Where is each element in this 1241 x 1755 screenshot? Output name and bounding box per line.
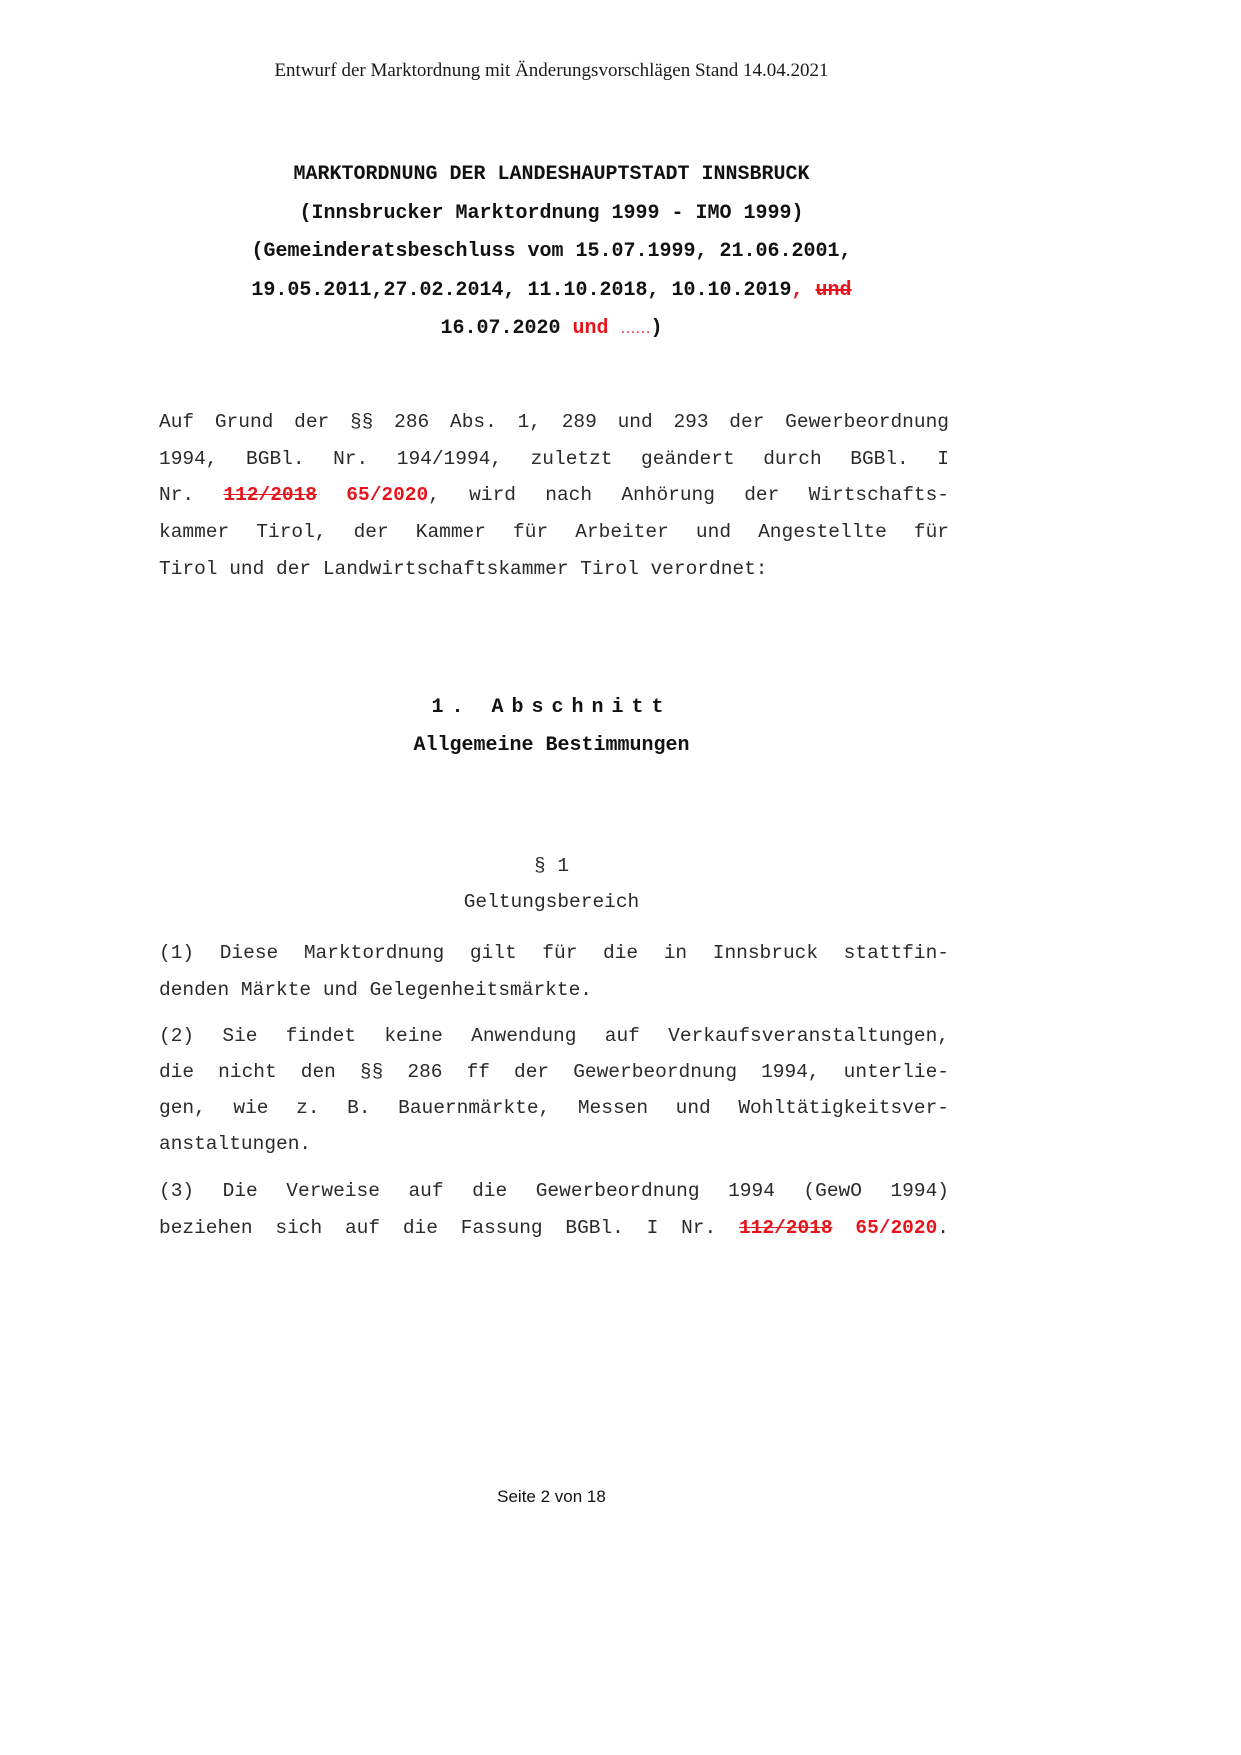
preamble-line-2: 1994, BGBl. Nr. 194/1994, zuletzt geändert durch BGBl. I <box>159 447 949 470</box>
preamble <box>159 404 949 588</box>
p1-line-1: (1) Diese Marktordnung gilt für die in Innsbruck stattfin- <box>159 942 949 964</box>
title-line-2: (Innsbrucker Marktordnung 1999 - IMO 1999) <box>299 201 804 225</box>
inserted-und: und <box>572 317 609 340</box>
preamble-line-3 <box>159 477 949 514</box>
p3-line-2 <box>159 1210 949 1247</box>
title-line-5 <box>0 310 1103 349</box>
title-line-1: MARKTORDNUNG DER LANDESHAUPTSTADT INNSBRUCK <box>293 163 810 186</box>
p2-line-2: die nicht den §§ 286 ff der Gewerbeordnung 1994, unterlie- <box>159 1061 949 1083</box>
preamble-nr: Nr. <box>159 484 195 507</box>
deleted-fassung-number: 112/2018 <box>738 1217 833 1239</box>
page-number: Seite 2 von 18 <box>497 1487 606 1506</box>
section-title: Allgemeine Bestimmungen <box>413 734 690 757</box>
p1-line-2: denden Märkte und Gelegenheitsmärkte. <box>159 978 592 1001</box>
paragraph-sign: § 1 <box>533 855 570 877</box>
inserted-bgbl-number: 65/2020 <box>346 484 429 507</box>
inserted-fassung-number: 65/2020 <box>855 1217 938 1239</box>
title-last-date: 16.07.2020 <box>440 317 561 340</box>
p2-line-4: anstaltungen. <box>159 1133 312 1155</box>
title-dates: 19.05.2011,27.02.2014, 11.10.2018, 10.10.2019 <box>251 278 792 302</box>
deleted-und: und <box>815 278 852 302</box>
inserted-comma: , <box>791 278 804 302</box>
paragraph-1 <box>159 935 949 1008</box>
preamble-line-3-rest: , wird nach Anhörung der Wirtschafts- <box>428 484 950 507</box>
title-line-4 <box>0 272 1103 311</box>
p3-line-1: (3) Die Verweise auf die Gewerbeordnung 1994 (GewO 1994) <box>159 1180 949 1202</box>
title-line-3: (Gemeinderatsbeschluss vom 15.07.1999, 21.06.2001, <box>251 240 852 263</box>
document-title <box>0 156 1103 349</box>
p2-line-1: (2) Sie findet keine Anwendung auf Verkaufsveranstaltungen, <box>159 1025 949 1047</box>
p3-line-2-end: . <box>937 1217 949 1239</box>
paragraph-3 <box>159 1173 949 1247</box>
preamble-line-1: Auf Grund der §§ 286 Abs. 1, 289 und 293 der Gewerbeordnung <box>159 411 949 433</box>
paragraph-title: Geltungsbereich <box>463 891 640 913</box>
title-close-paren: ) <box>650 317 663 340</box>
paragraph-2 <box>159 1018 949 1162</box>
preamble-line-4: kammer Tirol, der Kammer für Arbeiter und Angestellte für <box>159 521 949 544</box>
section-number: 1. Abschnitt <box>431 696 672 719</box>
deleted-bgbl-number: 112/2018 <box>223 484 318 507</box>
preamble-line-5: Tirol und der Landwirtschaftskammer Tirol verordnet: <box>159 557 768 580</box>
p3-line-2-start: beziehen sich auf die Fassung BGBl. I Nr. <box>159 1217 717 1239</box>
p2-line-3: gen, wie z. B. Bauernmärkte, Messen und Wohltätigkeitsver- <box>159 1097 949 1119</box>
inserted-ellipsis: …… <box>620 321 651 337</box>
draft-header: Entwurf der Marktordnung mit Änderungsvorschlägen Stand 14.04.2021 <box>274 60 829 81</box>
